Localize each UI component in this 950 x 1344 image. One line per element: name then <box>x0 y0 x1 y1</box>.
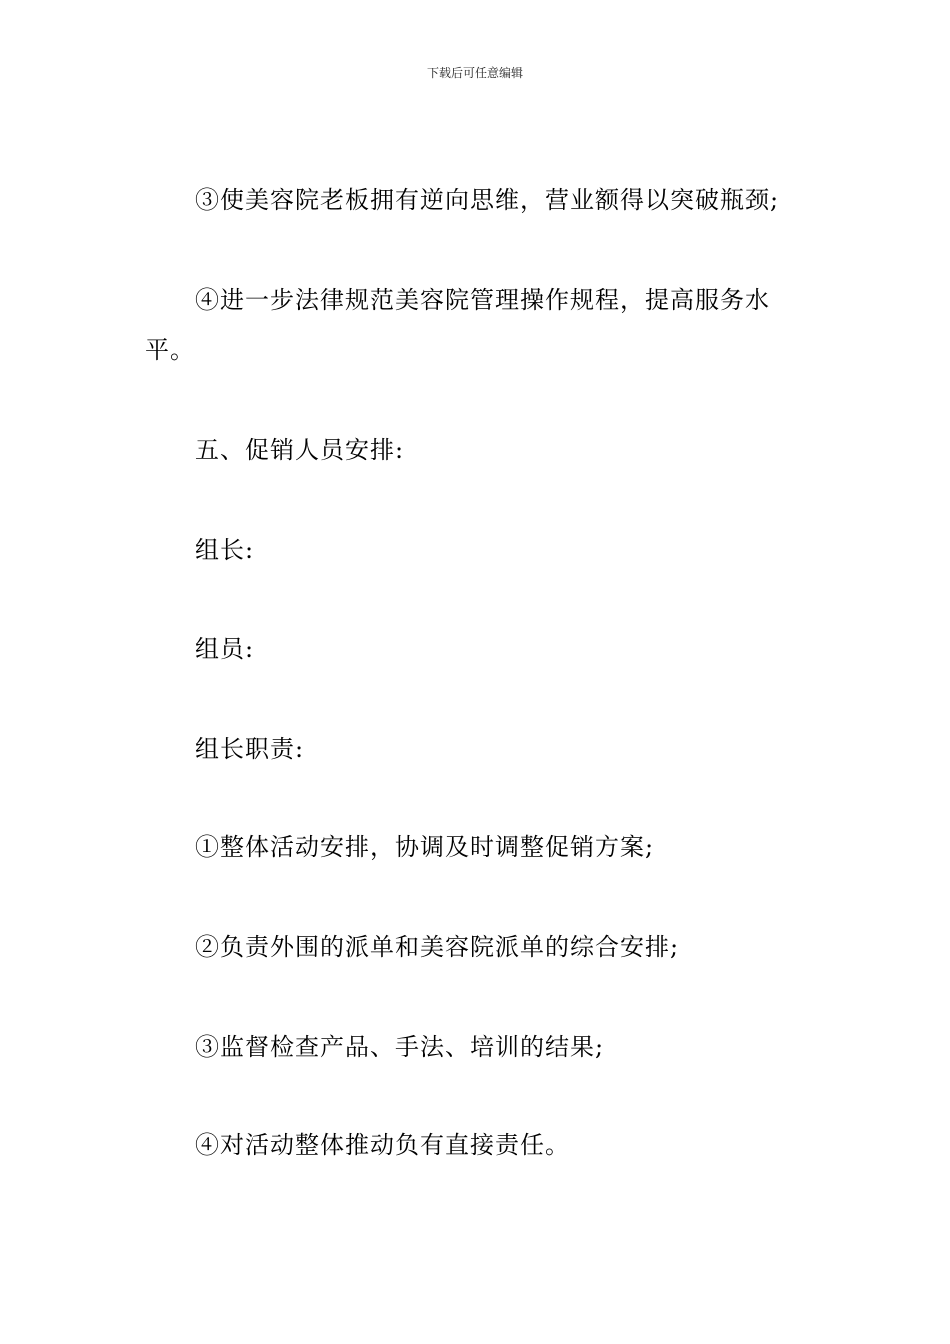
list-item: ②负责外围的派单和美容院派单的综合安排; <box>195 933 680 961</box>
list-item: ③监督检查产品、手法、培训的结果; <box>195 1033 605 1061</box>
paragraph-line: ③使美容院老板拥有逆向思维，营业额得以突破瓶颈; <box>195 186 780 214</box>
section-heading: 五、促销人员安排: <box>195 436 405 464</box>
paragraph-line: ④进一步法律规范美容院管理操作规程，提高服务水 <box>195 286 770 314</box>
paragraph-line: 组长职责: <box>195 735 305 763</box>
paragraph-line-continuation: 平。 <box>145 336 195 364</box>
page-header: 下载后可任意编辑 <box>426 66 523 80</box>
list-item: ④对活动整体推动负有直接责任。 <box>195 1131 570 1159</box>
list-item: ①整体活动安排，协调及时调整促销方案; <box>195 833 655 861</box>
paragraph-line: 组员: <box>195 635 255 663</box>
paragraph-line: 组长: <box>195 536 255 564</box>
